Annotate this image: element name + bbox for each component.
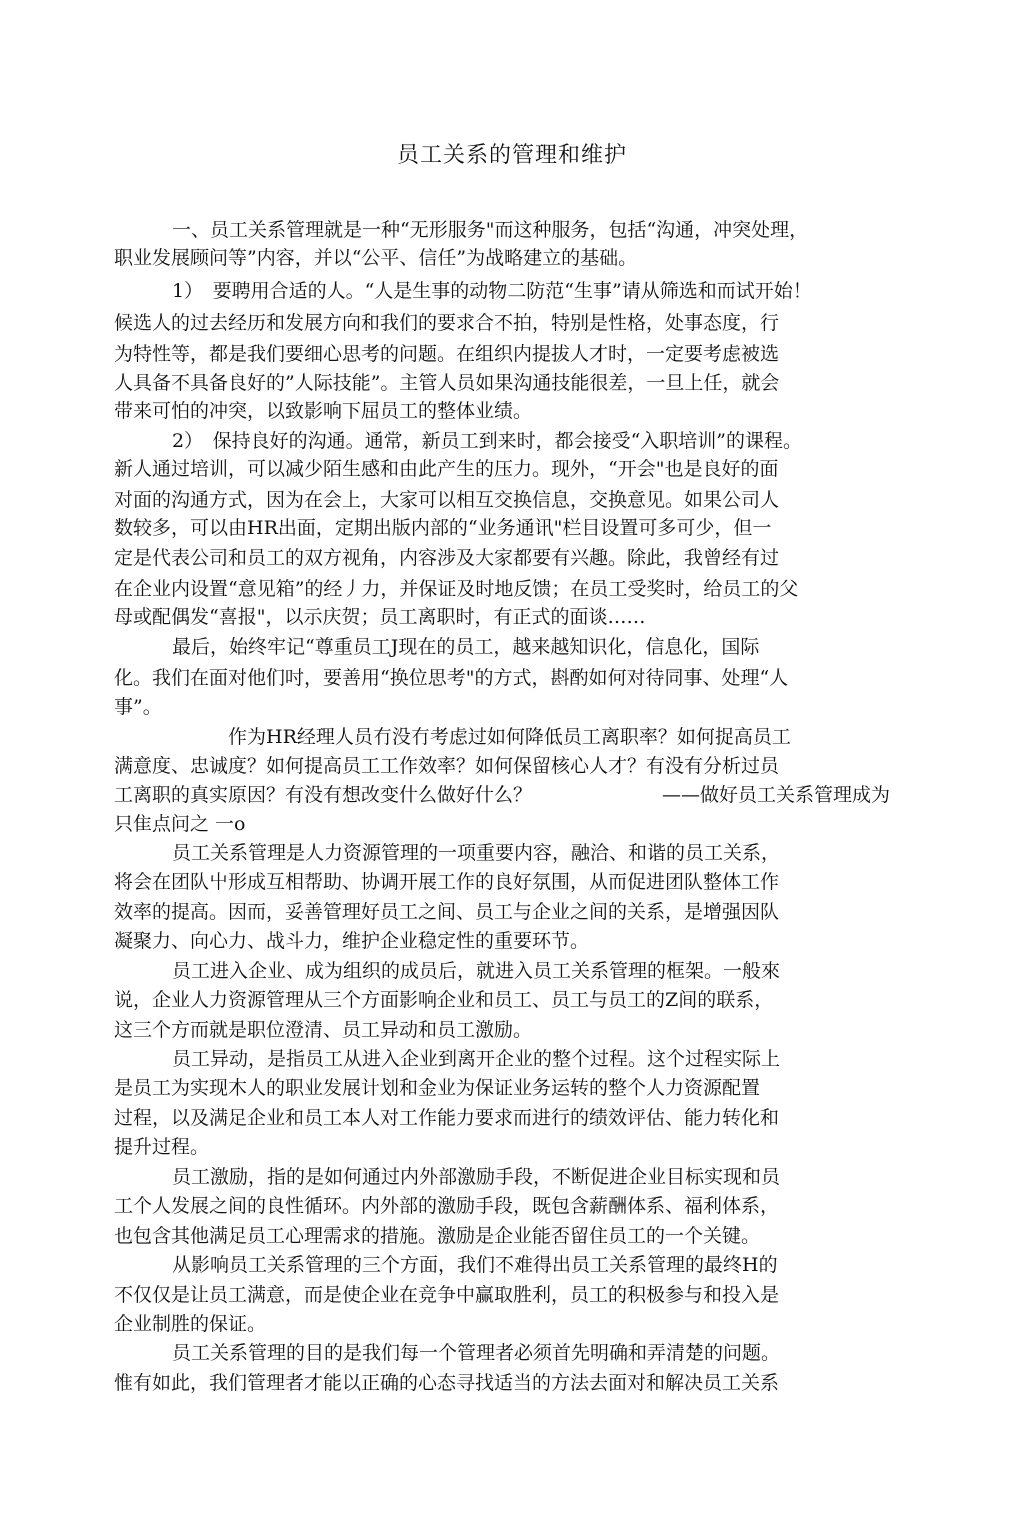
text-line: 是员工为实现木人的职业发展计划和金业为保证业务运转的整个人力资源配置 xyxy=(114,1077,761,1099)
text-line: 一、员工关系管理就是一种“无形服务"而这种服务，包括“沟通，冲突处理， xyxy=(172,219,809,241)
text-line: 数较多，可以由HR出面，定期出版内部的“业务通讯"栏目设置可多可少，但一 xyxy=(114,517,772,539)
text-line: 化。我们在面对他们吋，要善用“换位思考"的方式，斟酌如何对待同事、处理“人 xyxy=(114,667,789,689)
text-line: 这三个方而就是职位澄清、员工异动和员工激励。 xyxy=(114,1019,533,1041)
text-line: 对面的沟通方式，因为在会上，大家可以相互交换信息，交换意见。如果公司人 xyxy=(114,489,780,511)
text-line: 员工关系管理是人力资源管理的一项重要内容，融洽、和谐的员工关系， xyxy=(172,842,781,864)
text-line: 1） 要聘用合适的人。“人是生事的动物二防范“生事”请从筛选和而试开始！ xyxy=(172,280,812,302)
text-line: 候选人的过去经历和发展方向和我们的要求合不拍，特别是性格，处事态度，行 xyxy=(114,312,780,334)
text-line: 为特性等，都是我们要细心思考的问题。在组织内提拔人才时，一定要考虑被选 xyxy=(114,343,780,365)
text-line: 作为HR经理人员冇没冇考虑过如何降低员工离职率？如何捉高员工 xyxy=(228,726,791,748)
text-line: 企业制胜的保证。 xyxy=(114,1313,267,1335)
text-line: 提升过程。 xyxy=(114,1136,210,1158)
text-line: 人具备不具备良好的”人际技能”。主管人员如果沟通技能很差，一旦上任，就会 xyxy=(114,372,780,394)
text-line: 也包含其他满足员工心理需求的措施。激励是企业能否留住员工的一个关键。 xyxy=(114,1225,761,1247)
text-line: 工离职的真实原因？有没有想改变什么做好什么？ xyxy=(114,784,533,806)
text-line: 说，企业人力资源管理从三个方面影响企业和员工、员工与员工的Z间的联系， xyxy=(114,989,774,1011)
text-line: 员工激励，指的是如何通过内外部激励手段，不断促进企业目标实现和员 xyxy=(172,1166,781,1188)
text-line: 过程，以及满足企业和员工本人对工作能力要求而进行的绩效评估、能力转化和 xyxy=(114,1107,780,1129)
text-line: 效率的提高。因而，妥善管理好员工之间、员工与企业之间的关系，是增强因队 xyxy=(114,901,780,923)
text-line: 满意度、忠诚度？如何提高员工工作效率？如何保留核心人才？有没有分析过员 xyxy=(114,755,780,777)
text-line: 惟有如此，我们管理者才能以正确的心态寻找适当的方法去面对和解决员工关系 xyxy=(114,1372,780,1394)
text-line: 事”。 xyxy=(114,696,162,718)
text-line: 定是代表公司和员工的双方视角，内容涉及大家都要有兴趣。除此，我曾经有过 xyxy=(114,547,780,569)
text-line: 只隹点问之 一o xyxy=(114,813,246,835)
text-line: 最后，始终牢记“尊重员工J现在的员工，越来越知识化，信息化，国际 xyxy=(172,636,760,658)
text-line: 不仅仅是让员工满意，而是使企业在竞争中赢取胜利，员工的积极参与和投入是 xyxy=(114,1284,780,1306)
text-line: 职业发展顾问等”内容，并以“公平、信任”为战略建立的基础。 xyxy=(114,247,638,269)
text-line: 在企业内设置“意见箱”的经丿力，并保证及时地反馈；在员工受奖时，给员工的父 xyxy=(114,578,799,600)
text-line: 工个人发展之间的良性循环。内外部的激励手段，既包含薪酬体系、福利体系， xyxy=(114,1195,780,1217)
text-line: 将会在团队屮形成互相帮助、协调开展工作的良好氛围，从而促进团队整体工作 xyxy=(114,871,780,893)
document-title: 员工关系的管理和维护 xyxy=(396,143,627,168)
text-line: 员工进入企业、成为组织的成员后，就进入员工关系管理的框架。一般來 xyxy=(172,960,781,982)
text-line: 凝聚力、向心力、战斗力，维护企业稳定性的重要环节。 xyxy=(114,930,590,952)
text-line: 母或配偶发“喜报"，以示庆贺；员工离职时，有正式的面谈…… xyxy=(114,606,646,628)
text-line: 员工关系管理的目的是我们每一个管理者必须首先明确和弄清楚的问题。 xyxy=(172,1342,781,1364)
text-line: ——做好员工关系管理成为 xyxy=(662,784,891,806)
text-line: 从影响员工关系管理的三个方面，我们不难得出员工关系管理的最终H的 xyxy=(172,1254,778,1276)
text-line: 新人通过培训，可以减少陌生感和由此产生的压力。现外，“开会"也是良好的面 xyxy=(114,458,779,480)
text-line: 带来可怕的冲突，以致影响下屈员工的整体业绩。 xyxy=(114,400,533,422)
text-line: 员工异动，是指员工从进入企业到离开企业的整个过程。这个过程实际上 xyxy=(172,1048,781,1070)
text-line: 2） 保持良好的沟通。通常，新员工到来时，都会接受“入职培训”的课程。 xyxy=(172,430,803,452)
